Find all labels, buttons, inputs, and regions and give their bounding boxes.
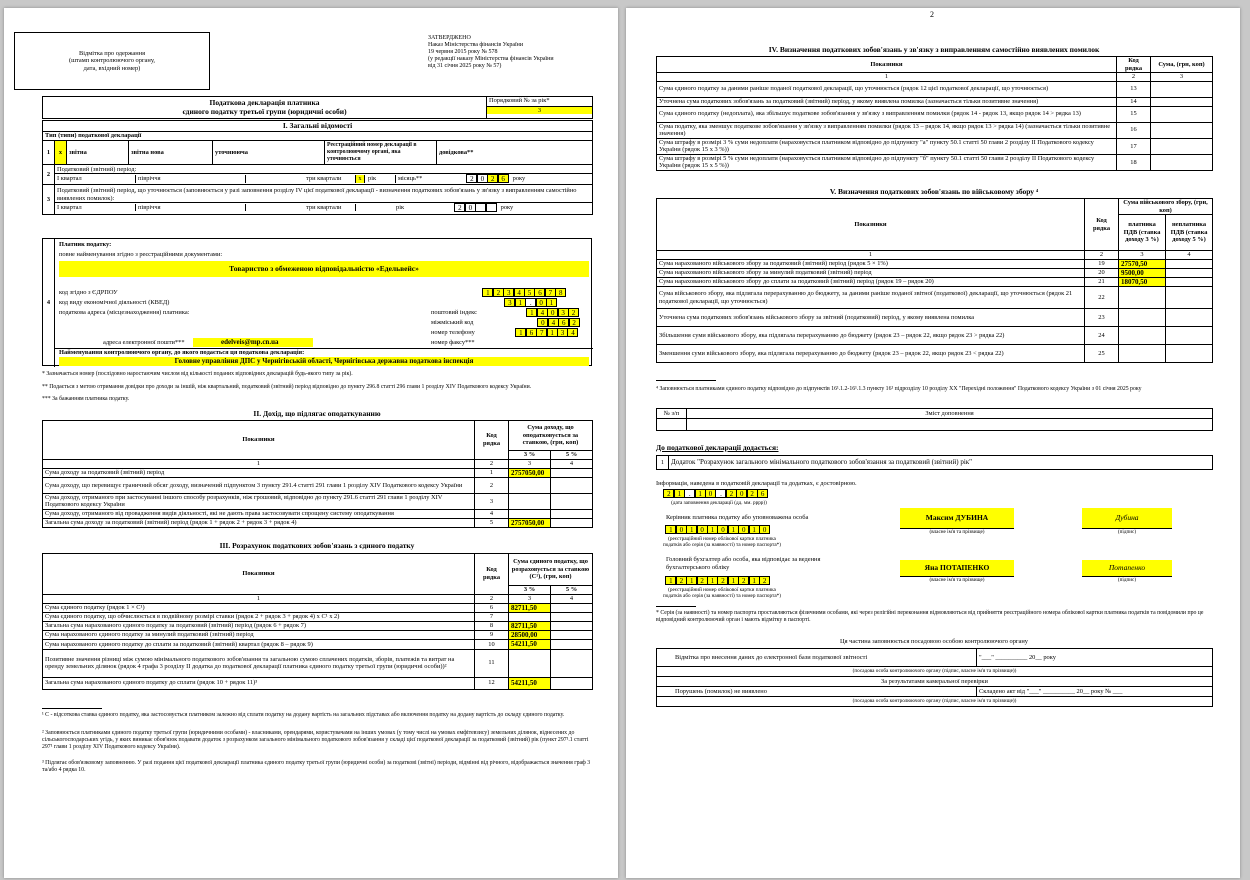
period-half[interactable]: півріччя: [135, 175, 245, 183]
section5-table: [656, 198, 1213, 363]
additions-col-text: Зміст доповнення: [687, 409, 1213, 419]
footnote-s3-2: ² Заповнюється платниками єдиного податку третьої групи (юридичними особами) - власниками, орендарями, користувачами на інших умовах (у тому числі на умовах емфітевзису) земельних ділянок, віднесених до сільськогосподарських угідь, у яких виникає обов'язок подавати додаток з розрахунком загального мінімального податкового зобов'язання у складі цієї податкової декларації за податковий (звітний) рік (пункт 297¹.1 статті 297¹ глави 1 розділу XIV Податкового кодексу України).: [42, 730, 589, 750]
attachment-title: До податкової декларації додається:: [656, 443, 779, 452]
row-value[interactable]: [1119, 345, 1166, 363]
row-code: 16: [1117, 122, 1151, 138]
declaration-page-2: [626, 8, 1240, 878]
footnote-3: *** За бажанням платника податку.: [42, 396, 130, 402]
row-code: 3: [475, 493, 509, 509]
type-zvitna-label: звітна: [67, 141, 129, 165]
postcode-label: поштовий індекс: [431, 309, 477, 316]
additions-table: [656, 408, 1213, 431]
row-value-alt[interactable]: [1166, 278, 1213, 287]
phone-label: номер телефону: [431, 329, 475, 336]
row-code: 12: [475, 677, 509, 689]
table-row: [657, 268, 1213, 277]
section4-table: [656, 56, 1213, 171]
table-row: [657, 97, 1213, 106]
row-text: Позитивне значення різниці між сумою мінімального податкового зобов'язання та загальною сумою сплачених податків, зборів, платежів та витрат на оренду земельних ділянок (рядок 4 графа 3 розділу II додатка до податкової декларації платника єдиного податку третьої групи (юридичні особи))²: [43, 649, 475, 677]
col-vat-payer: платника ПДВ (ставка доходу 3 %): [1119, 215, 1166, 251]
head-name-caption: (власне ім'я та прізвище): [900, 528, 1014, 535]
ctrl-act[interactable]: Складено акт від "___" __________ 20__ року № ___: [977, 687, 1213, 697]
table-row: [43, 493, 593, 509]
corrected-period-label: Податковий (звітний) період, що уточнюється (заповнюється у разі заповнення розділу IV цієї податкової декларації - визначення податкових зобов'язань у зв'язку з виправленням самостійно виявлених помилок):: [57, 186, 577, 202]
table-row: [657, 278, 1213, 287]
date-caption: (дата заповнення декларації (дд. мм. рррр)): [671, 500, 767, 506]
serial-label: Порядковий № за рік*: [489, 97, 550, 104]
declaration-title: Податкова декларація платника єдиного податку третьої групи (юридичні особи): [43, 97, 487, 119]
kved-label: код виду економічної діяльності (КВЕД): [59, 299, 170, 306]
row-text: Сума нарахованого єдиного податку за минулий податковий (звітний) період: [43, 631, 475, 640]
rate-5-header: 5 %: [551, 586, 593, 595]
row-value-alt[interactable]: [551, 649, 593, 677]
table-row: [43, 621, 593, 630]
attachment-table: [656, 455, 1213, 470]
row-code: 9: [475, 631, 509, 640]
col-num: 2: [1117, 73, 1151, 82]
row-value[interactable]: 2757050,00: [509, 518, 551, 527]
row-code: 23: [1085, 309, 1119, 327]
table-row: [43, 468, 593, 477]
table-row: [657, 81, 1213, 97]
col-sum: Сума військового збору, (грн, коп): [1119, 199, 1213, 215]
row-text: Загальна сума нарахованого єдиного податку до сплати (рядок 10 + рядок 11)³: [43, 677, 475, 689]
period-three-quarters[interactable]: три квартали: [245, 175, 355, 183]
row-value[interactable]: 2757050,00: [509, 468, 551, 477]
table-row: [43, 509, 593, 518]
period-q1[interactable]: I квартал: [57, 174, 82, 182]
row-code: 20: [1085, 268, 1119, 277]
row-text: Сума доходу, отриманого від провадження видів діяльності, які не дають права застосовувати спрощену систему оподаткування: [43, 509, 475, 518]
row-code: 18: [1117, 154, 1151, 170]
rate-3-header: 3 %: [509, 586, 551, 595]
col-num: 3: [509, 595, 551, 604]
row-number: 1: [43, 141, 55, 165]
row-value[interactable]: [509, 649, 551, 677]
table-row: [43, 631, 593, 640]
row-text: Сума нарахованого військового збору за минулий податковий (звітний) період: [657, 268, 1085, 277]
org-label: Найменування контролюючого органу, до якого подається ця податкова декларація:: [59, 349, 305, 356]
col-sum: Сума, (грн, коп): [1151, 57, 1213, 73]
row-value[interactable]: 82711,50: [509, 621, 551, 630]
row-code: 17: [1117, 138, 1151, 154]
table-row: [43, 612, 593, 621]
section4-title: IV. Визначення податкових зобов'язань у зв'язку з виправленням самостійно виявлених помилок: [768, 45, 1100, 54]
row-text: Сума військового збору, яка підлягала перерахуванню до бюджету, за даними раніше поданої звітної (податкової) декларації, що уточнюється (рядок 21 податкової декларації, що уточнюється): [657, 287, 1085, 309]
col-num: 1: [657, 251, 1085, 260]
declaration-type-label: Тип (типи) податкової декларації: [43, 132, 593, 141]
head-label: Керівник платника податку або уповноважена особа: [666, 514, 809, 521]
period-label: Податковий (звітний) період:: [57, 165, 137, 173]
accountant-signature-caption: (підпис): [1082, 576, 1172, 583]
section3-table: [42, 553, 593, 690]
row-code: 6: [475, 603, 509, 612]
additions-cell[interactable]: [657, 419, 687, 431]
table-row: [43, 640, 593, 649]
row-value-alt[interactable]: [551, 518, 593, 527]
corrected-period-cell: [55, 185, 593, 215]
row-value[interactable]: [1151, 154, 1213, 170]
row-value-alt[interactable]: [551, 677, 593, 689]
row-code: 7: [475, 612, 509, 621]
row-code: 4: [475, 509, 509, 518]
row-text: Сума єдиного податку, що обчислюється в подвійному розмірі ставки (рядок 2 + рядок 3 + рядок 4) х С¹ х 2): [43, 612, 475, 621]
row-code: 21: [1085, 278, 1119, 287]
row-value[interactable]: 18070,50: [1119, 278, 1166, 287]
row-code: 24: [1085, 327, 1119, 345]
col-num: 3: [509, 460, 551, 469]
row-value-alt[interactable]: [1166, 309, 1213, 327]
attachment-number: 1: [657, 456, 669, 470]
head-name-field[interactable]: Максим ДУБИНА: [900, 508, 1014, 528]
row-value[interactable]: [509, 477, 551, 493]
row-value[interactable]: 9500,00: [1119, 268, 1166, 277]
table-row: [657, 327, 1213, 345]
row-text: Сума штрафу в розмірі 3 % суми недоплати (нараховується платником відповідно до підпункту "а" пункту 50.1 статті 50 глави 2 розділу II Податкового кодексу України (рядок 15 х 3 %)): [657, 138, 1117, 154]
col-indicators: Показники: [43, 554, 475, 595]
row-code: 25: [1085, 345, 1119, 363]
row-value[interactable]: [1119, 327, 1166, 345]
type-dovidkova-label[interactable]: довідкова**: [437, 141, 593, 165]
phone-field[interactable]: 1 6 7 1 3 4: [516, 328, 578, 337]
row-text: Сума доходу за податковий (звітний) період: [43, 468, 475, 477]
row-value[interactable]: 82711,50: [509, 603, 551, 612]
col-sum: Сума доходу, що оподатковується за ставкою, (грн, коп): [509, 421, 593, 451]
row-value-alt[interactable]: [551, 631, 593, 640]
corr-q1[interactable]: I квартал: [57, 203, 82, 211]
payer-label: Платник податку:: [59, 241, 112, 248]
row-value[interactable]: 28500,00: [509, 631, 551, 640]
row-code: 15: [1117, 106, 1151, 122]
row-value[interactable]: [1151, 97, 1213, 106]
page-number: 2: [930, 10, 934, 19]
fax-label: номер факсу***: [431, 339, 475, 346]
table-row: [657, 138, 1213, 154]
table-row: [657, 259, 1213, 268]
row-value[interactable]: [509, 612, 551, 621]
row-value-alt[interactable]: [1166, 287, 1213, 309]
row-number: 2: [43, 165, 55, 185]
head-signature[interactable]: Дубина: [1082, 508, 1172, 528]
row-text: Зменшення суми військового збору, яка підлягала перерахуванню до бюджету (рядок 23 – рядок 22, якщо рядок 23 < рядка 22): [657, 345, 1085, 363]
table-row: [43, 677, 593, 689]
section1-title: I. Загальні відомості: [43, 121, 593, 132]
period-cell: [55, 165, 593, 185]
row-text: Уточнена сума податкових зобов'язань за податковий (звітний) період, у якому виявлена помилка (зазначається тільки позитивне значення): [657, 97, 1117, 106]
section1-table: [42, 120, 593, 215]
row-value-alt[interactable]: [551, 493, 593, 509]
row-value[interactable]: 54211,50: [509, 640, 551, 649]
footnote-2: ** Подається з метою отримання довідки про доходи за іншій, ніж квартальний, податковий (звітний) період відповідно до пункту 296.8 статті 296 глави 1 розділу XIV Податкового кодексу України.: [42, 384, 532, 390]
row-value[interactable]: [509, 509, 551, 518]
accountant-name-caption: (власне ім'я та прізвище): [900, 576, 1014, 583]
period-year: рік: [368, 174, 377, 182]
row-value[interactable]: [1151, 138, 1213, 154]
row-code: 10: [475, 640, 509, 649]
row-value-alt[interactable]: [551, 612, 593, 621]
payer-block: [42, 238, 592, 366]
row-text: Сума нарахованого єдиного податку до сплати за податковий (звітний) квартал (рядок 8 – рядок 9): [43, 640, 475, 649]
table-row: [657, 345, 1213, 363]
col-code: Код рядка: [475, 554, 509, 595]
row-value[interactable]: [1119, 287, 1166, 309]
row-text: Сума податку, яка зменшує податкове зобов'язання у зв'язку з виправленням помилки (рядок 13 – рядок 14, якщо рядок 13 > рядка 14) (зазначається тільки позитивне значення): [657, 122, 1117, 138]
ctrl-note: Ця частина заповнюється посадовою особою контролюючого органу: [840, 638, 1028, 645]
col-num: 4: [1166, 251, 1213, 260]
row-text: Сума доходу, що перевищує граничний обсяг доходу, визначений підпунктом 3 пункту 291.4 статті 291 глави 1 розділу XIV Податкового кодексу України: [43, 477, 475, 493]
period-year-checkbox[interactable]: x: [355, 175, 365, 183]
edrpou-field[interactable]: 1 2 3 4 5 6 7 8: [483, 288, 566, 297]
row-value[interactable]: [1151, 122, 1213, 138]
corr-year-digits[interactable]: 2 0: [455, 203, 497, 212]
period-year-word: року: [512, 174, 526, 182]
declaration-page-1: [4, 8, 618, 878]
row-value-alt[interactable]: [551, 621, 593, 630]
confirmation-text: Інформація, наведена в податковій декларації та додатках, є достовірною.: [656, 480, 857, 487]
col-indicators: Показники: [657, 199, 1085, 251]
row-value[interactable]: [509, 493, 551, 509]
table-row: [657, 122, 1213, 138]
fullname-label: повне найменування згідно з реєстраційними документами:: [59, 251, 223, 258]
registration-number-label: Реєстраційний номер декларації в контролюючому органі, яка уточнюється: [325, 141, 437, 165]
accountant-code-caption: (реєстраційний номер облікової картки платника податків або серія (за наявності) та номер паспорта*): [663, 587, 781, 600]
row-value-alt[interactable]: [551, 468, 593, 477]
table-row: [43, 477, 593, 493]
ctrl-results: За результатами камеральної перевірки: [657, 677, 1213, 687]
col-code: Код рядка: [1085, 199, 1119, 251]
row-code: 13: [1117, 81, 1151, 97]
footnote-passport: * Серія (за наявності) та номер паспорта проставляються фізичними особами, які через релігійні переконання відмовляються від прийняття реєстраційного номера облікової картки платника податків та повідомили про це відповідний контролюючий орган і мають відмітку в паспорті.: [656, 610, 1204, 623]
postcode-field[interactable]: 1 4 0 3 2: [527, 308, 579, 317]
ctrl-caption: (посадова особа контролюючого органу (підпис, власне ім'я та прізвище)): [657, 667, 1213, 677]
type-zvitna-nova-label[interactable]: звітна нова: [129, 141, 213, 165]
table-row: [43, 603, 593, 612]
row-code: 1: [475, 468, 509, 477]
row-text: Сума єдиного податку (рядок 1 × С¹): [43, 603, 475, 612]
col-num: 2: [475, 460, 509, 469]
rate-5-header: 5 %: [551, 451, 593, 460]
edrpou-label: код згідно з ЄДРПОУ: [59, 289, 118, 296]
col-num: 4: [551, 460, 593, 469]
row-code: 22: [1085, 287, 1119, 309]
rate-3-header: 3 %: [509, 451, 551, 460]
col-code: Код рядка: [475, 421, 509, 460]
control-table: [656, 648, 1213, 707]
row-code: 14: [1117, 97, 1151, 106]
col-num: 1: [43, 460, 475, 469]
ctrl-entry-label: Відмітка про внесення даних до електронної бази податкової звітності: [657, 649, 977, 667]
row-value-alt[interactable]: [1166, 268, 1213, 277]
row-number: 3: [43, 185, 55, 215]
ctrl-no-violations[interactable]: Порушень (помилок) не виявлено: [657, 687, 977, 697]
footnote-4: ⁴ Заповнюється платниками єдиного податку відповідно до підпунктів 16¹.1.2-16¹.1.3 пункту 16¹ підрозділу 10 розділу XX "Перехідні положення" Податкового кодексу України з 01 січня 2025 року: [656, 386, 1142, 392]
period-year-digits[interactable]: 2 0 2 6: [467, 174, 509, 183]
row-text: Загальна сума доходу за податковий (звітний) період (рядок 1 + рядок 2 + рядок 3 + рядок 4): [43, 518, 475, 527]
serial-cell: [487, 97, 593, 119]
period-month[interactable]: місяць**: [395, 175, 455, 183]
head-code-caption: (реєстраційний номер облікової картки платника податків або серія (за наявності) та номер паспорта*): [663, 536, 781, 549]
row-text: Сума штрафу в розмірі 5 % суми недоплати (нараховується платником відповідно до підпункту "б" пункту 50.1 статті 50 глави 2 розділу II Податкового кодексу України (рядок 15 х 5 %)): [657, 154, 1117, 170]
accountant-label: Головний бухгалтер або особа, яка відповідає за ведення бухгалтерського обліку: [666, 556, 821, 571]
row-value[interactable]: [1119, 309, 1166, 327]
row-text: Сума єдиного податку за даними раніше поданої податкової декларації, що уточнюється (рядок 12 цієї податкової декларації, що уточнюється): [657, 81, 1117, 97]
col-code: Код рядка: [1117, 57, 1151, 73]
serial-value[interactable]: 3: [487, 106, 592, 115]
approval-block: ЗАТВЕРДЖЕНО Наказ Міністерства фінансів України 19 червня 2015 року № 578 (у редакції наказу Міністерства фінансів України від 31 січня 2025 року № 57): [428, 35, 554, 70]
city-code-field[interactable]: 0 4 6 2: [538, 318, 580, 327]
section3-title: III. Розрахунок податкових зобов'язань з єдиного податку: [219, 541, 415, 550]
col-non-vat-payer: неплатника ПДВ (ставка доходу 5 %): [1166, 215, 1213, 251]
corr-three-quarters[interactable]: три квартали: [245, 204, 355, 212]
receipt-stamp-box: Відмітка про одержання (штамп контролюючого органу, дата, вхідний номер): [14, 32, 210, 90]
row-value-alt[interactable]: [1166, 327, 1213, 345]
col-num: 4: [551, 595, 593, 604]
footnote-1: * Зазначається номер (послідовно наростаючим числом від кількості поданих відповідних декларацій будь-якого типу за рік).: [42, 371, 353, 377]
row-code: 5: [475, 518, 509, 527]
type-zvitna-checkbox[interactable]: x: [55, 141, 67, 165]
accountant-signature[interactable]: Потапенко: [1082, 560, 1172, 576]
corr-year-word: року: [500, 203, 514, 211]
footnote-s3-1: ¹ С - відсоткова ставка єдиного податку, яка застосовується платником залежно від сплати податку на додану вартість на загальних підставах або включення податку на додану вартість до складу єдиного податку.: [42, 712, 565, 718]
accountant-code-field[interactable]: 1 2 1 2 1 2 1 2 1 2: [666, 576, 770, 585]
table-row: [43, 518, 593, 527]
address-label: податкова адреса (місцезнаходження) платника:: [59, 309, 190, 316]
row-value[interactable]: [1151, 81, 1213, 97]
row-value-alt[interactable]: [551, 477, 593, 493]
date-field[interactable]: 2 1 . 1 0 . 2 0 2 6: [664, 489, 768, 498]
row-value[interactable]: [1151, 106, 1213, 122]
row-code: 2: [475, 477, 509, 493]
row-number: 4: [43, 239, 55, 367]
row-value-alt[interactable]: [551, 603, 593, 612]
col-sum: Сума єдиного податку, що розраховується за ставкою (С¹), (грн, коп): [509, 554, 593, 586]
additions-col-no: № з/п: [657, 409, 687, 419]
org-field[interactable]: Головне управління ДПС у Чернігівській області, Чернігівська державна податкова інспекція: [59, 357, 589, 366]
section2-table: [42, 420, 593, 528]
corr-year[interactable]: рік: [355, 204, 425, 212]
additions-cell[interactable]: [687, 419, 1213, 431]
type-utochnyuyucha-label[interactable]: уточнююча: [213, 141, 325, 165]
table-row: [43, 649, 593, 677]
col-num: 1: [657, 73, 1117, 82]
email-field[interactable]: edelveis@mp.cn.ua: [193, 338, 313, 347]
head-signature-caption: (підпис): [1082, 528, 1172, 535]
city-code-label: міжміський код: [431, 319, 474, 326]
col-num: 3: [1151, 73, 1213, 82]
row-text: Сума єдиного податку (недоплата), яка збільшує податкове зобов'язання у зв'язку з виправленням помилки (рядок 14 - рядок 13, якщо рядок 14 > рядка 13): [657, 106, 1117, 122]
row-code: 8: [475, 621, 509, 630]
row-text: Загальна сума нарахованого єдиного податку за податковий (звітний) період (рядок 6 + рядок 7): [43, 621, 475, 630]
col-indicators: Показники: [657, 57, 1117, 73]
table-row: [657, 106, 1213, 122]
corr-half[interactable]: півріччя: [135, 204, 245, 212]
col-num: 1: [43, 595, 475, 604]
email-label: адреса електронної пошти***: [103, 339, 185, 346]
section2-title: II. Дохід, що підлягає оподаткуванню: [253, 409, 381, 418]
col-num: 2: [1085, 251, 1119, 260]
attachment-link[interactable]: Додаток "Розрахунок загального мінімального податкового зобов'язання за податковий (звітний) рік": [669, 456, 1213, 470]
row-code: 11: [475, 649, 509, 677]
section5-title: V. Визначення податкових зобов'язань по військовому збору ⁴: [829, 187, 1039, 196]
ctrl-caption: (посадова особа контролюючого органу (підпис, власне ім'я та прізвище)): [657, 697, 1213, 707]
accountant-name-field[interactable]: Яна ПОТАПЕНКО: [900, 560, 1014, 576]
table-row: [657, 309, 1213, 327]
table-row: [657, 287, 1213, 309]
title-table: [42, 96, 593, 119]
row-value[interactable]: 27570,50: [1119, 259, 1166, 268]
footnote-s3-3: ³ Підлягає обов'язковому заповненню. У разі подання цієї податкової декларації платника єдиного податку третьої групи (юридичні особи) за податкові (звітні) періоди, відмінні від річного, відображається значення граф 3 та/або 4 рядка 10.: [42, 760, 591, 773]
row-text: Сума нарахованого військового збору до сплати за податковий (звітний) період (рядок 19 – рядок 20): [657, 278, 1085, 287]
row-text: Сума нарахованого військового збору за податковий (звітний) період (рядок 5 × 1%): [657, 259, 1085, 268]
row-value-alt[interactable]: [551, 640, 593, 649]
kved-field[interactable]: 3 1 . 0 1: [505, 298, 557, 307]
row-text: Збільшення суми військового збору, яка підлягала перерахуванню до бюджету (рядок 23 – рядок 22, якщо рядок 23 > рядка 22): [657, 327, 1085, 345]
head-code-field[interactable]: 1 0 1 0 1 0 1 0 1 0: [666, 525, 770, 534]
col-num: 2: [475, 595, 509, 604]
row-code: 19: [1085, 259, 1119, 268]
row-text: Уточнена сума податкових зобов'язань військового збору за звітний (податковий) період, у якому виявлена помилка: [657, 309, 1085, 327]
company-name-field[interactable]: Товариство з обмеженою відповідальністю «Едельвейс»: [59, 261, 589, 277]
ctrl-entry-date[interactable]: "___" __________ 20__ року: [977, 649, 1213, 667]
row-value[interactable]: 54211,50: [509, 677, 551, 689]
row-value-alt[interactable]: [1166, 259, 1213, 268]
col-indicators: Показники: [43, 421, 475, 460]
row-value-alt[interactable]: [551, 509, 593, 518]
col-num: 3: [1119, 251, 1166, 260]
row-text: Сума доходу, отриманого при застосуванні іншого способу розрахунків, ніж грошовий, відповідно до пункту 291.6 статті 291 глави 1 розділу XIV Податкового кодексу України: [43, 493, 475, 509]
row-value-alt[interactable]: [1166, 345, 1213, 363]
table-row: [657, 154, 1213, 170]
